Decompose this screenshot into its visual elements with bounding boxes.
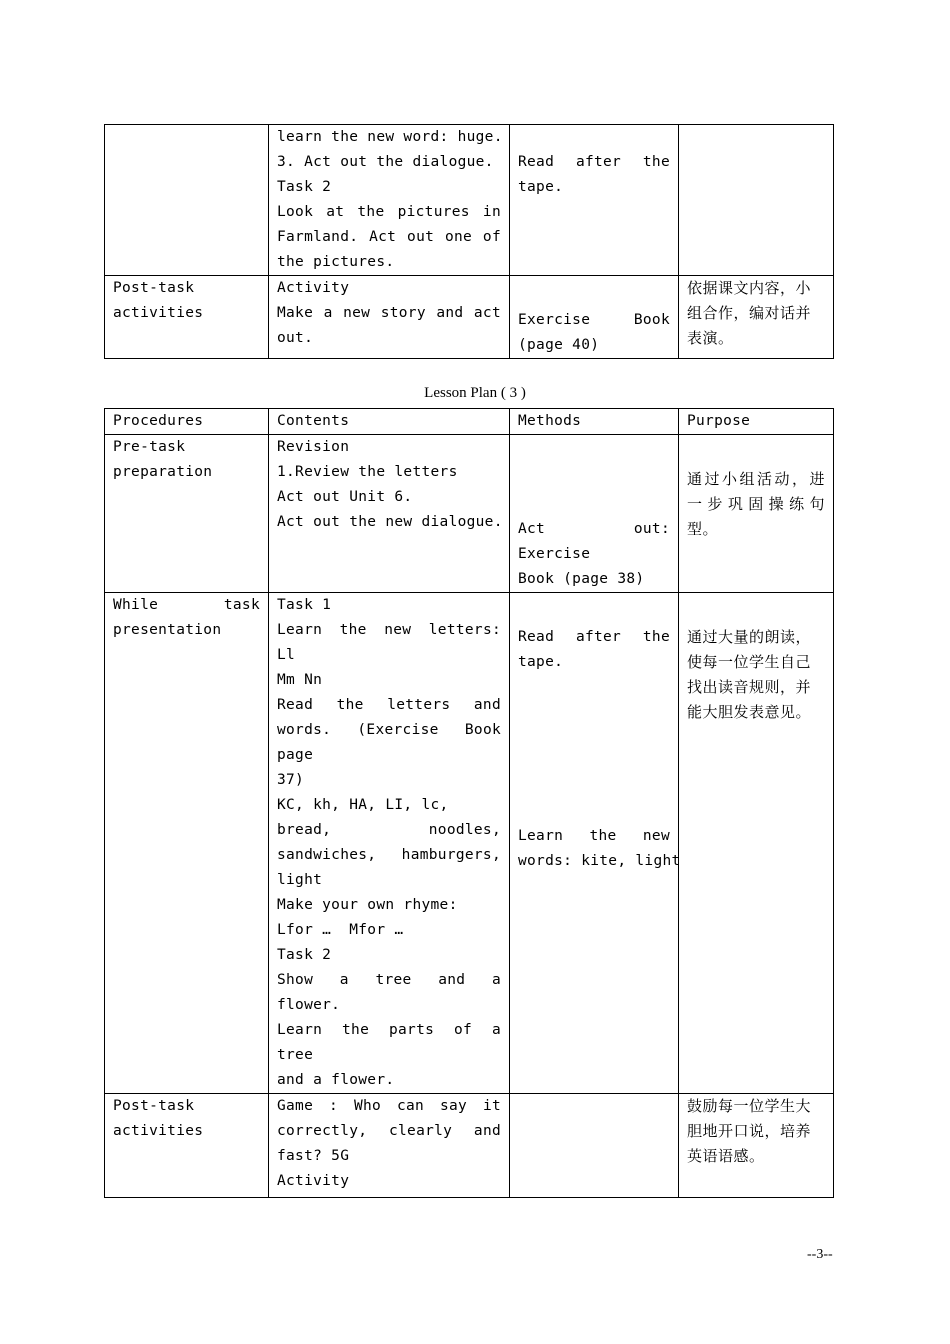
text-line: light (277, 872, 323, 888)
text-line: fast? 5G (277, 1148, 350, 1164)
text-line: 找出读音规则，并 (687, 678, 812, 696)
table-row (105, 276, 834, 359)
column-header-purpose: Purpose (679, 409, 834, 435)
text-line: Act out: Exercise (518, 521, 670, 562)
text-line: Exercise Book (518, 312, 670, 328)
text-line: learn the new word: huge. (277, 129, 503, 145)
methods-cell (510, 1094, 679, 1198)
procedures-cell (105, 435, 269, 593)
text-line: Activity (277, 280, 350, 296)
lesson-plan-table (104, 408, 834, 1198)
text-line: Read the letters and (277, 697, 501, 713)
text-line: 能大胆发表意见。 (687, 703, 812, 721)
methods-cell (510, 593, 679, 1094)
text-line: Mm Nn (277, 672, 323, 688)
text-line: Show a tree and a flower. (277, 972, 501, 1013)
text-line: Learn the new (518, 828, 670, 844)
methods-cell (510, 435, 679, 593)
methods-cell (510, 276, 679, 359)
spacer (518, 675, 670, 824)
text-line: and a flower. (277, 1072, 395, 1088)
text-line: Act out Unit 6. (277, 489, 413, 505)
column-header-methods: Methods (510, 409, 679, 435)
text-line: (page 40) (518, 337, 600, 353)
text-line: KC, kh, HA, LI, lc, (277, 797, 449, 813)
text-line: 鼓励每一位学生大 (687, 1097, 812, 1115)
text-line: 37) (277, 772, 305, 788)
procedures-cell (105, 593, 269, 1094)
text-line: Game : Who can say it (277, 1098, 501, 1114)
contents-cell (269, 593, 510, 1094)
text-line: correctly, clearly and (277, 1123, 501, 1139)
text-line: Pre-task (113, 439, 186, 455)
text-line: Book (page 38) (518, 571, 645, 587)
column-header-contents: Contents (269, 409, 510, 435)
table-row (105, 435, 834, 593)
text-line: sandwiches, hamburgers, (277, 847, 501, 863)
text-line: Task 1 (277, 597, 332, 613)
procedures-cell (105, 1094, 269, 1198)
table-row (105, 593, 834, 1094)
text-line: Post-task (113, 1098, 195, 1114)
page-number: --3-- (807, 1247, 833, 1262)
text-line: 1.Review the letters (277, 464, 458, 480)
text-line: While task (113, 597, 260, 613)
text-line: 通过大量的朗读， (687, 628, 812, 646)
text-line: 依据课文内容，小 (687, 279, 812, 297)
text-line: preparation (113, 464, 213, 480)
text-line: Read after the (518, 629, 670, 645)
column-header-procedures: Procedures (105, 409, 269, 435)
purpose-cell (679, 1094, 834, 1198)
text-line: 胆地开口说，培养 (687, 1122, 812, 1140)
contents-cell (269, 1094, 510, 1198)
text-line: Revision (277, 439, 350, 455)
text-line: bread, noodles, (277, 822, 501, 838)
text-line: Task 2 (277, 947, 332, 963)
text-line: Look at the pictures in (277, 204, 501, 220)
text-line: Post-task (113, 280, 195, 296)
procedures-cell (105, 276, 269, 359)
table-row (105, 1094, 834, 1198)
text-line: Make a new story and act (277, 305, 501, 321)
text-line: words: kite, light (518, 853, 681, 869)
text-line: words. (Exercise Book page (277, 722, 501, 763)
table-header-row (105, 409, 834, 435)
text-line: Task 2 (277, 179, 332, 195)
text-line: 组合作，编对话并 (687, 304, 812, 322)
text-line: 表演。 (687, 329, 734, 347)
text-line: activities (113, 1123, 204, 1139)
table-row (105, 125, 834, 276)
contents-cell (269, 435, 510, 593)
methods-cell (510, 125, 679, 276)
text-line: presentation (113, 622, 222, 638)
text-line: Learn the new letters: Ll (277, 622, 501, 663)
text-line: 型。 (687, 520, 719, 538)
procedures-cell (105, 125, 269, 276)
text-line: 英语语感。 (687, 1147, 765, 1165)
text-line: tape. (518, 179, 564, 195)
text-line: 3. Act out the dialogue. (277, 154, 494, 170)
text-line: Read after the (518, 154, 670, 170)
purpose-cell (679, 593, 834, 1094)
text-line: Learn the parts of a tree (277, 1022, 501, 1063)
text-line: Act out the new dialogue. (277, 514, 503, 530)
text-line: 一步巩固操练句 (687, 495, 825, 513)
table-caption: Lesson Plan ( 3 ) (424, 385, 526, 401)
text-line: activities (113, 305, 204, 321)
text-line: Make your own rhyme: (277, 897, 458, 913)
contents-cell (269, 125, 510, 276)
purpose-cell (679, 125, 834, 276)
text-line: 使每一位学生自己 (687, 653, 812, 671)
purpose-cell (679, 435, 834, 593)
contents-cell (269, 276, 510, 359)
text-line: the pictures. (277, 254, 395, 270)
text-line: out. (277, 330, 314, 346)
text-line: tape. (518, 654, 564, 670)
purpose-cell (679, 276, 834, 359)
text-line: Farmland. Act out one of (277, 229, 501, 245)
text-line: Activity (277, 1173, 350, 1189)
lesson-plan-table-continued (104, 124, 834, 359)
text-line: Lfor … Mfor … (277, 922, 404, 938)
text-line: 通过小组活动，进 (687, 470, 825, 488)
